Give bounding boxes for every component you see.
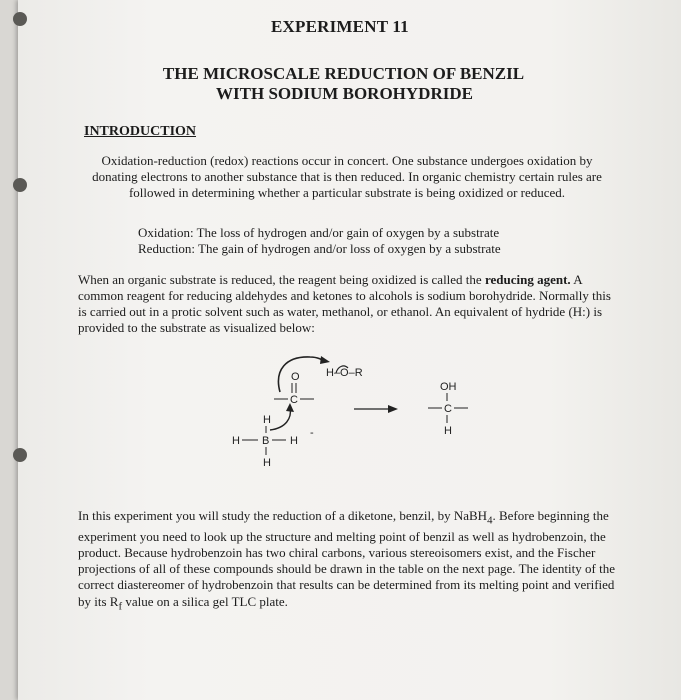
carbonyl-oxygen: O bbox=[291, 371, 300, 383]
para3-text-1: In this experiment you will study the reduction of a diketone, benzil, by NaBH bbox=[78, 508, 488, 523]
boron-bottom-h: H bbox=[263, 457, 271, 469]
product-carbon: C bbox=[444, 403, 452, 415]
experiment-label: EXPERIMENT 11 bbox=[271, 17, 409, 36]
boron-left-h: H bbox=[232, 435, 240, 447]
negative-charge: - bbox=[310, 427, 314, 439]
curved-arrow-icon bbox=[278, 357, 325, 392]
carbonyl-carbon: C bbox=[290, 394, 298, 406]
product-hydroxyl: OH bbox=[440, 381, 457, 393]
product-hydrogen: H bbox=[444, 425, 452, 437]
title-line-1: THE MICROSCALE REDUCTION OF BENZIL bbox=[162, 64, 525, 83]
arrowhead-icon bbox=[388, 405, 398, 413]
reducing-agent-term: reducing agent. bbox=[484, 272, 571, 287]
hydride-arrow-icon bbox=[270, 408, 290, 430]
experiment-paragraph bbox=[78, 508, 623, 614]
boron-right-h: H bbox=[290, 435, 298, 447]
introduction-paragraph: Oxidation-reduction (redox) reactions occur in concert. One substance undergoes oxidation by donating electrons to another substance that is then reduced. In organic chemistry certain rules are followed in determining whether a particular substrate is being oxidized or reduced. bbox=[92, 153, 602, 200]
para3-subscript-4: 4 bbox=[487, 514, 493, 527]
arrowhead-icon bbox=[320, 356, 330, 364]
title-line-2: WITH SODIUM BOROHYDRIDE bbox=[216, 84, 473, 103]
hydride-h: H bbox=[263, 414, 271, 426]
oxidation-definition: Oxidation: The loss of hydrogen and/or gain of oxygen by a substrate bbox=[138, 225, 500, 240]
para2-text-1: When an organic substrate is reduced, the reagent being oxidized is called the bbox=[78, 272, 485, 287]
boron-atom: B bbox=[262, 435, 270, 447]
para3-text-3: value on a silica gel TLC plate. bbox=[122, 593, 288, 609]
para2-text-2: A common reagent for reducing aldehydes and ketones to alcohols is sodium borohydride. Normally this is carried out in a protic solvent such as water, methanol, or ethanol. An equivalent of hydride (H:) is provided to the substrate as visualized below: bbox=[78, 272, 611, 335]
document-page bbox=[18, 0, 681, 700]
para3-text-2: . Before beginning the experiment you need to look up the structure and melting point of benzil as well as hydrobenzoin, the product. Because hydrobenzoin has two chiral carbons, various stereoisomers exist, and the Fischer projections of all of these compounds should be drawn in the table on the next page. The identity of the correct diastereomer of hydrobenzoin that results can be determined from its melting point and verified by its R bbox=[78, 508, 615, 609]
reduction-definition: Reduction: The gain of hydrogen and/or loss of oxygen by a substrate bbox=[138, 241, 501, 256]
reagent-label: H–O–R bbox=[326, 367, 363, 379]
para3-subscript-f: f bbox=[118, 600, 123, 613]
introduction-heading: INTRODUCTION bbox=[84, 124, 197, 139]
